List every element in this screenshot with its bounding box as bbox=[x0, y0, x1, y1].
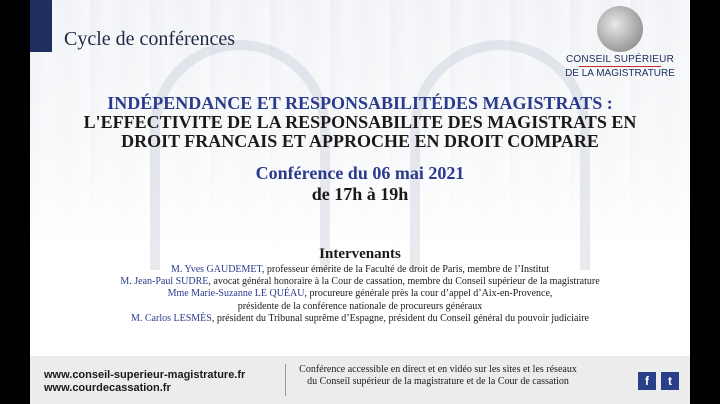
background-arch bbox=[150, 40, 330, 270]
speaker-role: , professeur émérite de la Faculté de droit de Paris, membre de l’Institut bbox=[261, 264, 550, 275]
speaker-row bbox=[40, 276, 680, 288]
speaker-row bbox=[40, 301, 680, 313]
cassation-website-link[interactable]: www.courdecassation.fr bbox=[44, 382, 171, 394]
speakers-list bbox=[40, 264, 680, 325]
speaker-row bbox=[40, 264, 680, 276]
footer-divider bbox=[285, 364, 286, 396]
logo-divider bbox=[579, 66, 661, 67]
speaker-name: M. Carlos LESMÈS bbox=[131, 312, 212, 324]
title-line1: INDÉPENDANCE ET RESPONSABILITÉDES MAGISTRATS : bbox=[107, 93, 613, 113]
navy-accent-bar bbox=[30, 0, 52, 52]
speaker-name: M. Jean-Paul SUDRE bbox=[120, 276, 209, 288]
facebook-icon[interactable]: f bbox=[638, 372, 656, 390]
cycle-label: Cycle de conférences bbox=[64, 28, 236, 50]
footer-note-line1: Conférence accessible en direct et en vidéo sur les sites et les réseaux bbox=[299, 364, 577, 375]
title-line2: L'EFFECTIVITE DE LA RESPONSABILITE DES MAGISTRATS EN bbox=[83, 112, 637, 132]
speaker-role: , avocat général honoraire à la Cour de cassation, membre du Conseil supérieur de la magistrature bbox=[208, 276, 600, 288]
logo-line2: DE LA MAGISTRATURE bbox=[565, 68, 675, 79]
footer-note-line2: du Conseil supérieur de la magistrature et de la Cour de cassation bbox=[307, 376, 569, 387]
speaker-name: Mme Marie-Suzanne LE QUÉAU bbox=[167, 288, 305, 300]
title-line3: DROIT FRANCAIS ET APPROCHE EN DROIT COMPARE bbox=[121, 131, 599, 151]
csm-website-link[interactable]: www.conseil-superieur-magistrature.fr bbox=[44, 369, 246, 381]
speakers-heading: Intervenants bbox=[319, 246, 401, 262]
speaker-role: présidente de la conférence nationale de procureurs généraux bbox=[237, 300, 483, 312]
speaker-role: , procureure générale près la cour d’appel d’Aix-en-Provence, bbox=[304, 288, 553, 300]
conference-title bbox=[60, 94, 660, 151]
conference-date: Conférence du 06 mai 2021 bbox=[255, 163, 465, 183]
logo-line1: CONSEIL SUPÉRIEUR bbox=[565, 54, 675, 65]
conference-time: de 17h à 19h bbox=[311, 184, 409, 204]
speaker-row bbox=[40, 313, 680, 325]
footer-band bbox=[30, 356, 690, 404]
speaker-name: M. Yves GAUDEMET bbox=[170, 264, 262, 275]
footer-note bbox=[298, 364, 578, 388]
conference-slide bbox=[30, 0, 690, 404]
speaker-row bbox=[40, 288, 680, 300]
csm-logo bbox=[560, 6, 680, 84]
speaker-role: , président du Tribunal suprême d’Espagne, président du Conseil général du pouvoir judiciaire bbox=[211, 312, 589, 324]
marianne-bust-icon bbox=[597, 6, 643, 52]
twitter-icon[interactable]: t bbox=[661, 372, 679, 390]
